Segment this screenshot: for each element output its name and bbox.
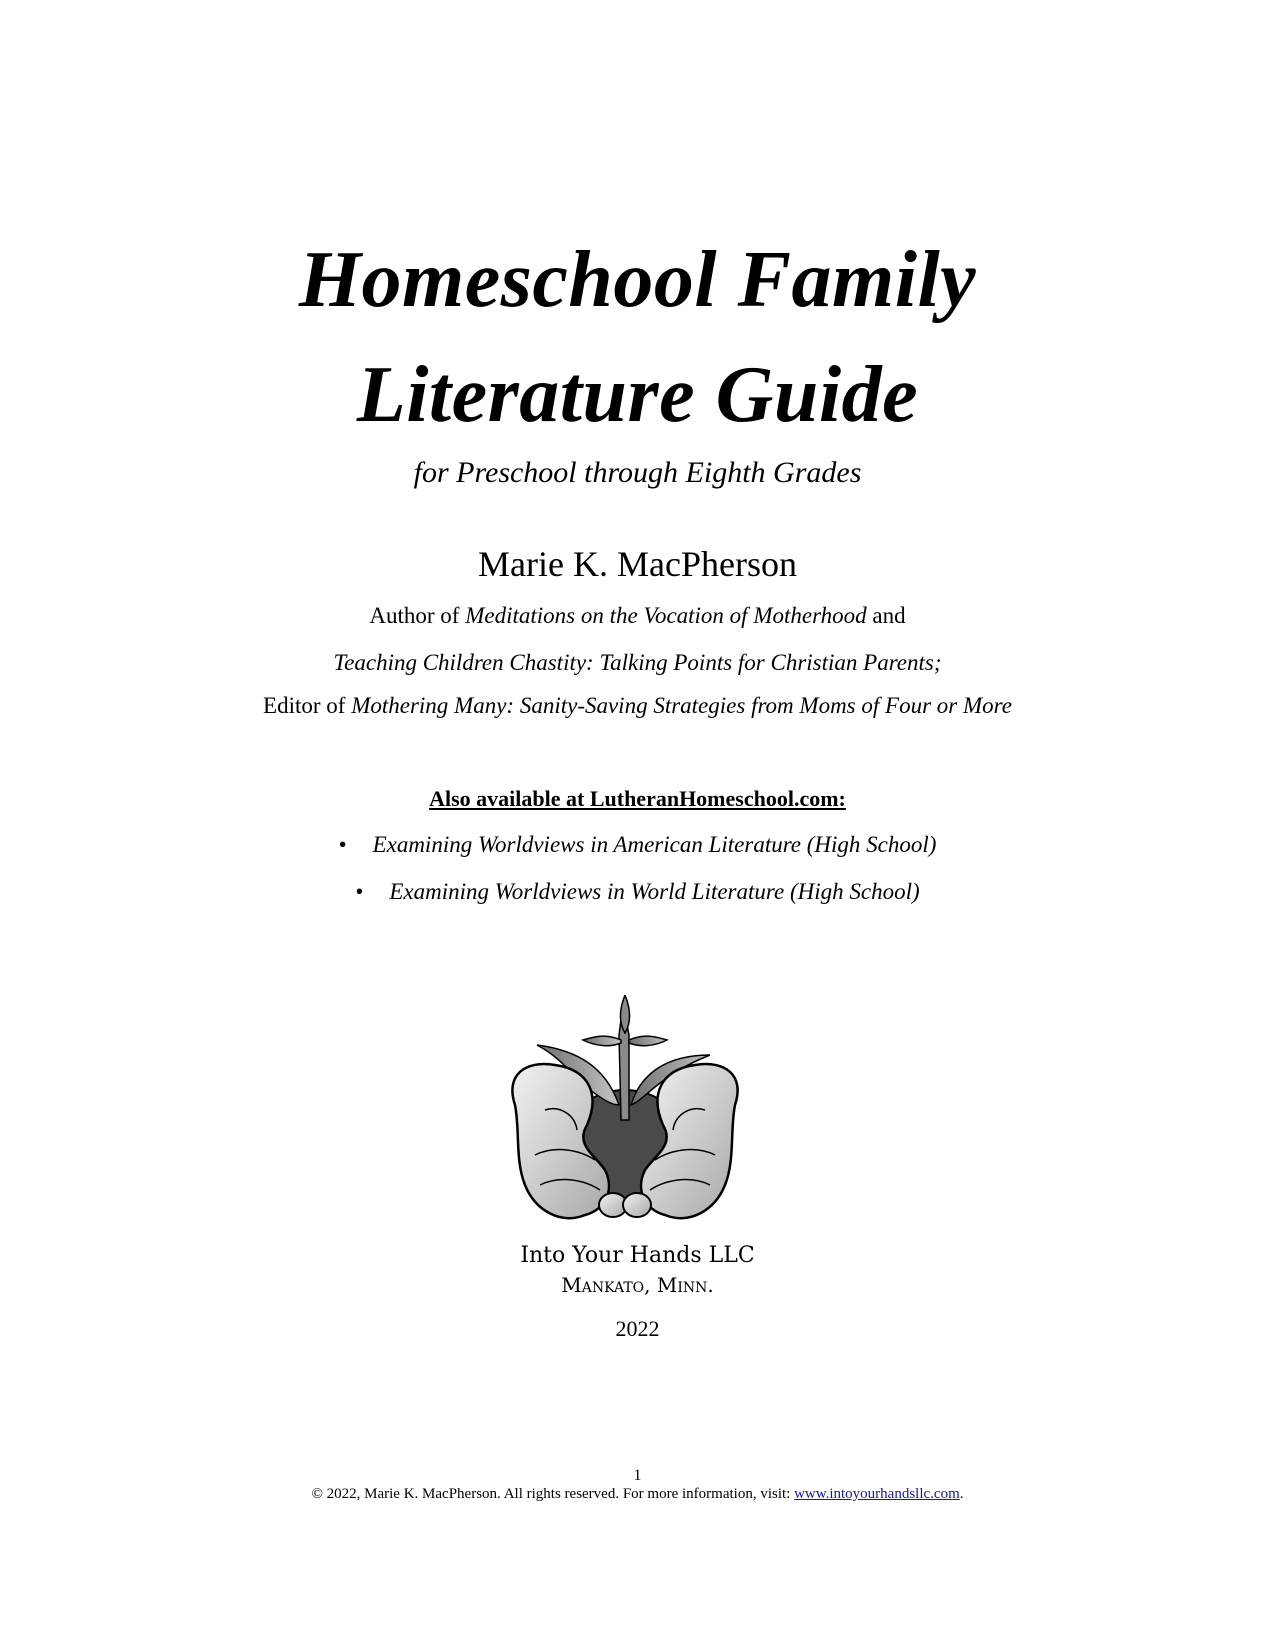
book-title-meditations: Meditations on the Vocation of Motherhood xyxy=(465,603,867,628)
book-title-teaching-chastity: Teaching Children Chastity: Talking Points for Christian Parents; xyxy=(333,650,942,675)
copyright-text: © 2022, Marie K. MacPherson. All rights reserved. For more information, visit: xyxy=(311,1486,795,1502)
editor-prefix: Editor of xyxy=(263,693,352,718)
footer-period: . xyxy=(959,1486,964,1502)
editor-credit-line xyxy=(0,694,1275,717)
list-item-text: Examining Worldviews in American Literature (High School) xyxy=(372,832,937,857)
also-available-heading: Also available at LutheranHomeschool.com: xyxy=(429,786,846,811)
author-credit-line-2 xyxy=(0,651,1275,674)
credit-suffix: and xyxy=(866,603,906,628)
publication-year: 2022 xyxy=(615,1316,660,1341)
copyright-footer xyxy=(0,1487,1275,1502)
title-line-1: Homeschool Family xyxy=(298,236,977,324)
publisher-city: Mankato, Minn. xyxy=(561,1273,714,1297)
title-line-2: Literature Guide xyxy=(356,351,919,439)
hands-holding-seedling-logo-icon xyxy=(505,995,745,1245)
bullet-icon: • xyxy=(338,832,347,857)
author-name: Marie K. MacPherson xyxy=(478,544,797,584)
list-item xyxy=(0,880,1275,903)
book-title-mothering-many: Mothering Many: Sanity-Saving Strategies from Moms of Four or More xyxy=(351,693,1012,718)
website-link[interactable]: www.intoyourhandsllc.com xyxy=(794,1486,960,1502)
credit-prefix: Author of xyxy=(369,603,466,628)
publisher-name: Into Your Hands LLC xyxy=(520,1243,755,1268)
author-credit-line-1 xyxy=(0,604,1275,627)
list-item xyxy=(0,833,1275,856)
page-number: 1 xyxy=(633,1467,642,1484)
list-item-text: Examining Worldviews in World Literature (High School) xyxy=(389,879,920,904)
bullet-icon: • xyxy=(355,879,364,904)
subtitle: for Preschool through Eighth Grades xyxy=(413,456,862,489)
